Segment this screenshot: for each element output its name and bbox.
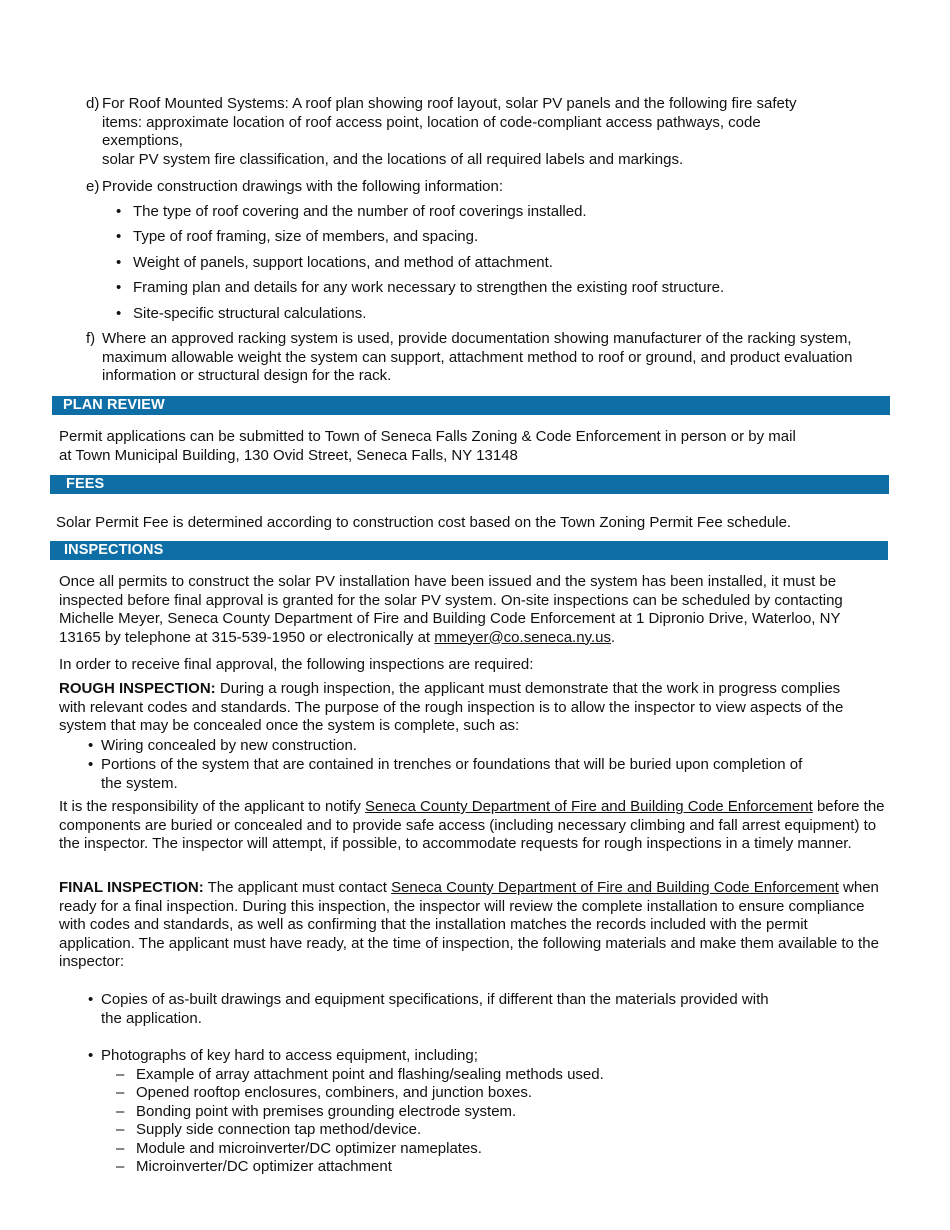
- bullet-icon: •: [116, 279, 122, 296]
- list-item-text: Weight of panels, support locations, and method of attachment.: [133, 254, 553, 271]
- list-item: [116, 1084, 836, 1103]
- responsibility-paragraph: [59, 798, 894, 854]
- dept-link[interactable]: Seneca County Department of Fire and Building Code Enforcement: [365, 798, 813, 815]
- section-heading-inspections: INSPECTIONS: [50, 541, 888, 560]
- dash-icon: –: [116, 1084, 125, 1101]
- list-item-text: Framing plan and details for any work necessary to strengthen the existing roof structure.: [133, 279, 725, 296]
- rough-inspection-paragraph: [59, 680, 849, 736]
- bullet-icon: •: [88, 1047, 94, 1064]
- responsibility-text-cont: before the components are buried or concealed and to provide safe access (including necessary climbing and fall arrest equipment) to the inspector. The inspector will attempt, if possible, to accommodate requests for rough inspections in a timely manner.: [59, 798, 885, 852]
- plan-review-line: Permit applications can be submitted to Town of Seneca Falls Zoning & Code Enforcement in person or by mail: [59, 428, 796, 445]
- list-item: [88, 991, 828, 1028]
- item-f-label: f): [86, 330, 96, 347]
- list-item: [116, 254, 876, 273]
- list-item-text: Wiring concealed by new construction.: [101, 737, 357, 754]
- item-e-label: e): [86, 178, 100, 195]
- final-inspection-text: The applicant must contact: [207, 879, 387, 896]
- plan-review-text: [59, 428, 899, 465]
- list-item: [88, 1047, 828, 1066]
- bullet-icon: •: [88, 991, 94, 1008]
- list-item: [116, 305, 876, 324]
- dept-link[interactable]: Seneca County Department of Fire and Building Code Enforcement: [391, 879, 839, 896]
- final-inspection-label: FINAL INSPECTION:: [59, 879, 204, 896]
- list-item: [116, 203, 876, 222]
- dash-icon: –: [116, 1140, 125, 1157]
- bullet-icon: •: [116, 203, 122, 220]
- list-item-text: Type of roof framing, size of members, and spacing.: [133, 228, 479, 245]
- dash-icon: –: [116, 1121, 125, 1138]
- list-item-text: Module and microinverter/DC optimizer nameplates.: [136, 1140, 482, 1157]
- bullet-icon: •: [116, 228, 122, 245]
- list-item-text: Example of array attachment point and flashing/sealing methods used.: [136, 1066, 604, 1083]
- item-f-text: Where an approved racking system is used, provide documentation showing manufacturer of the racking system, maximum allowable weight the system can support, attachment method to roof or ground, and product evaluation information or structural design for the rack.: [102, 330, 853, 384]
- list-item-text: Supply side connection tap method/device.: [136, 1121, 422, 1138]
- dash-icon: –: [116, 1066, 125, 1083]
- fees-text: Solar Permit Fee is determined according to construction cost based on the Town Zoning Permit Fee schedule.: [56, 514, 792, 531]
- plan-review-line: at Town Municipal Building, 130 Ovid Street, Seneca Falls, NY 13148: [59, 446, 518, 464]
- final-inspection-paragraph: [59, 879, 879, 972]
- list-item-text: Site-specific structural calculations.: [133, 305, 367, 322]
- item-d: [86, 95, 886, 169]
- email-link[interactable]: mmeyer@co.seneca.ny.us: [434, 628, 611, 646]
- list-item: [116, 1158, 836, 1177]
- final-inspection-text-cont: when ready for a final inspection. During this inspection, the inspector will review the complete installation to ensure compliance with codes and standards, as well as confirming that the installation matches the records included with the permit application. The applicant must have ready, at the time of inspection, the following materials and make them available to the inspector:: [59, 879, 879, 970]
- list-item: [116, 279, 876, 298]
- list-item: [116, 1103, 836, 1122]
- list-item-text: Microinverter/DC optimizer attachment: [136, 1158, 392, 1175]
- item-d-text-cont: solar PV system fire classification, and the locations of all required labels and markings.: [102, 150, 684, 168]
- inspections-intro-text: Once all permits to construct the solar PV installation have been issued and the system has been installed, it must be inspected before final approval is granted for the solar PV system. On-site inspections can be scheduled by contacting Michelle Meyer, Seneca County Department of Fire and Building Code Enforcement at 1 Dipronio Drive, Waterloo, NY 13165 by telephone at 315-539-1950 or electronically at: [59, 573, 843, 646]
- list-item-text: The type of roof covering and the number of roof coverings installed.: [133, 203, 587, 220]
- rough-inspection-label: ROUGH INSPECTION:: [59, 680, 216, 697]
- list-item: [116, 1066, 836, 1085]
- inspections-intro-end: .: [610, 628, 616, 646]
- item-f: [86, 330, 886, 386]
- section-heading-fees: FEES: [50, 475, 889, 494]
- dash-icon: –: [116, 1158, 125, 1175]
- item-e-text: Provide construction drawings with the following information:: [102, 178, 504, 195]
- rough-inspection-text: During a rough inspection, the applicant must demonstrate that the work in progress complies with relevant codes and standards. The purpose of the rough inspection is to allow the inspector to view aspects of the system that may be concealed once the system is complete, such as:: [59, 680, 844, 734]
- inspections-required: In order to receive final approval, the following inspections are required:: [59, 656, 534, 673]
- list-item-text: Photographs of key hard to access equipment, including;: [101, 1047, 478, 1064]
- bullet-icon: •: [116, 254, 122, 271]
- list-item: [88, 756, 828, 793]
- list-item: [116, 1121, 836, 1140]
- list-item: [116, 1140, 836, 1159]
- section-heading-plan-review: PLAN REVIEW: [52, 396, 890, 415]
- bullet-icon: •: [116, 305, 122, 322]
- inspections-intro: [59, 573, 849, 647]
- list-item: [116, 228, 876, 247]
- bullet-icon: •: [88, 737, 94, 754]
- item-e: [86, 178, 886, 197]
- list-item-text: Opened rooftop enclosures, combiners, and junction boxes.: [136, 1084, 533, 1101]
- responsibility-text: It is the responsibility of the applicant to notify: [59, 798, 361, 815]
- list-item: [88, 737, 828, 756]
- list-item-text: Copies of as-built drawings and equipment specifications, if different than the materials provided with the application.: [101, 991, 769, 1027]
- list-item-text: Bonding point with premises grounding electrode system.: [136, 1103, 517, 1120]
- dash-icon: –: [116, 1103, 125, 1120]
- bullet-icon: •: [88, 756, 94, 773]
- list-item-text: Portions of the system that are contained in trenches or foundations that will be buried upon completion of the system.: [101, 756, 803, 792]
- item-d-text: For Roof Mounted Systems: A roof plan showing roof layout, solar PV panels and the following fire safety items: approximate location of roof access point, location of code-compliant access pathways, code exemptions,: [102, 95, 797, 149]
- item-d-label: d): [86, 95, 100, 112]
